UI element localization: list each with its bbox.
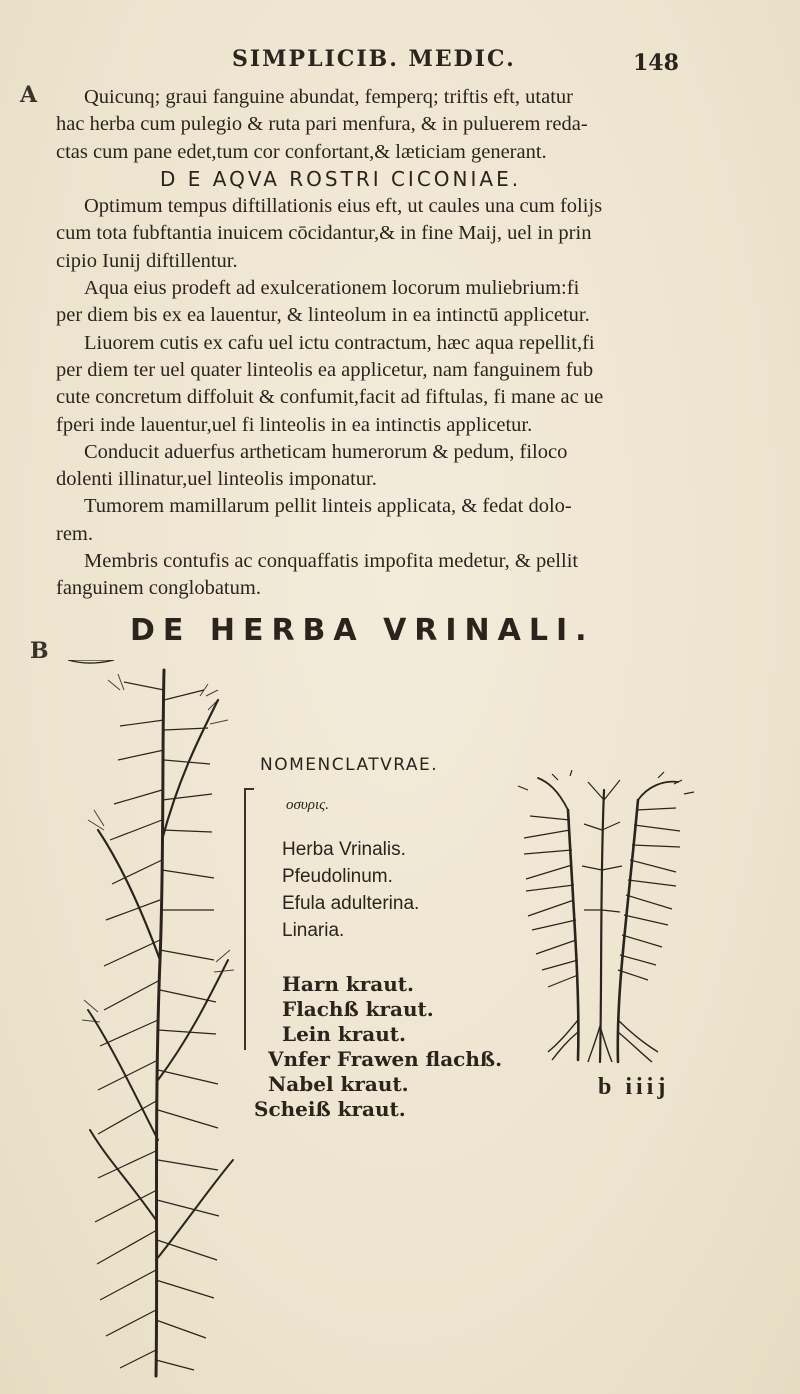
latin-names [282,836,540,944]
section-heading: DE HERBA VRINALI. [130,613,595,648]
nomenclature-block [250,755,540,1122]
text-line: cipio Iunij diftillentur. [56,249,238,272]
text-line: Quicunq; graui fanguine abundat, femperq; triftis eft, utatur [84,86,573,108]
box-rule [244,790,246,1050]
margin-letter-b: B [30,638,49,664]
text-line: Liuorem cutis ex cafu uel ictu contractum, hæc aqua repellit,fi [84,331,595,354]
text-line: ctas cum pane edet,tum cor confortant,& læticiam generant. [56,140,547,163]
german-name: Nabel kraut. [268,1072,409,1096]
text-line: Optimum tempus diftillationis eius eft, ut caules una cum folijs [84,195,603,218]
text-line: hac herba cum pulegio & ruta pari menfura, & in puluerem reda- [56,113,588,136]
german-name: Lein kraut. [282,1022,406,1046]
page-number: 148 [633,50,679,76]
text-line: cute concretum diffoluit & confumit,facit ad fiftulas, fi mane ac ue [56,386,604,409]
plant-woodcut-with-roots-icon [508,770,698,1070]
latin-name: Herba Vrinalis. [282,839,406,860]
text-line: dolenti illinatur,uel linteolis imponatur. [56,468,377,491]
text-line: Conducit aduerfus artheticam humerorum & pedum, filoco [84,440,568,463]
german-name: Flachß kraut. [282,997,434,1021]
latin-name: Pfeudolinum. [282,866,393,887]
german-name: Scheiß kraut. [254,1097,406,1121]
text-line: rem. [56,522,93,545]
latin-name: Linaria. [282,920,345,941]
signature-mark: b iiij [598,1074,670,1100]
text-line: Aqua eius prodeft ad exulcerationem locorum muliebrium:fi [84,277,580,300]
plant-woodcut-icon [68,660,248,1380]
text-line: per diem bis ex ea lauentur, & linteolum in ea intinctū applicetur. [56,304,590,327]
nomenclature-title: NOMENCLATVRAE. [260,755,439,775]
main-text [56,84,736,603]
german-name: Vnfer Frawen flachß. [268,1047,503,1071]
text-line: fanguinem conglobatum. [56,577,261,600]
running-title: SIMPLICIB. MEDIC. [232,46,516,72]
latin-name: Efula adulterina. [282,893,420,914]
text-line: Tumorem mamillarum pellit linteis applicata, & fedat dolo- [84,495,572,518]
text-line: cum tota fubftantia inuicem cōcidantur,& in fine Maij, uel in prin [56,222,592,245]
subheading-aqua: D E AQVA ROSTRI CICONIAE. [160,166,522,191]
german-names [254,972,540,1122]
german-name: Harn kraut. [282,972,414,996]
text-line: Membris contufis ac conquaffatis impofita medetur, & pellit [84,550,579,573]
margin-letter-a: A [20,82,38,108]
text-line: fperi inde lauentur,uel fi linteolis in ea intinctis applicetur. [56,413,533,436]
greek-name: οσυρις. [286,797,329,813]
text-line: per diem ter uel quater linteolis ea applicetur, nam fanguinem fub [56,358,594,381]
